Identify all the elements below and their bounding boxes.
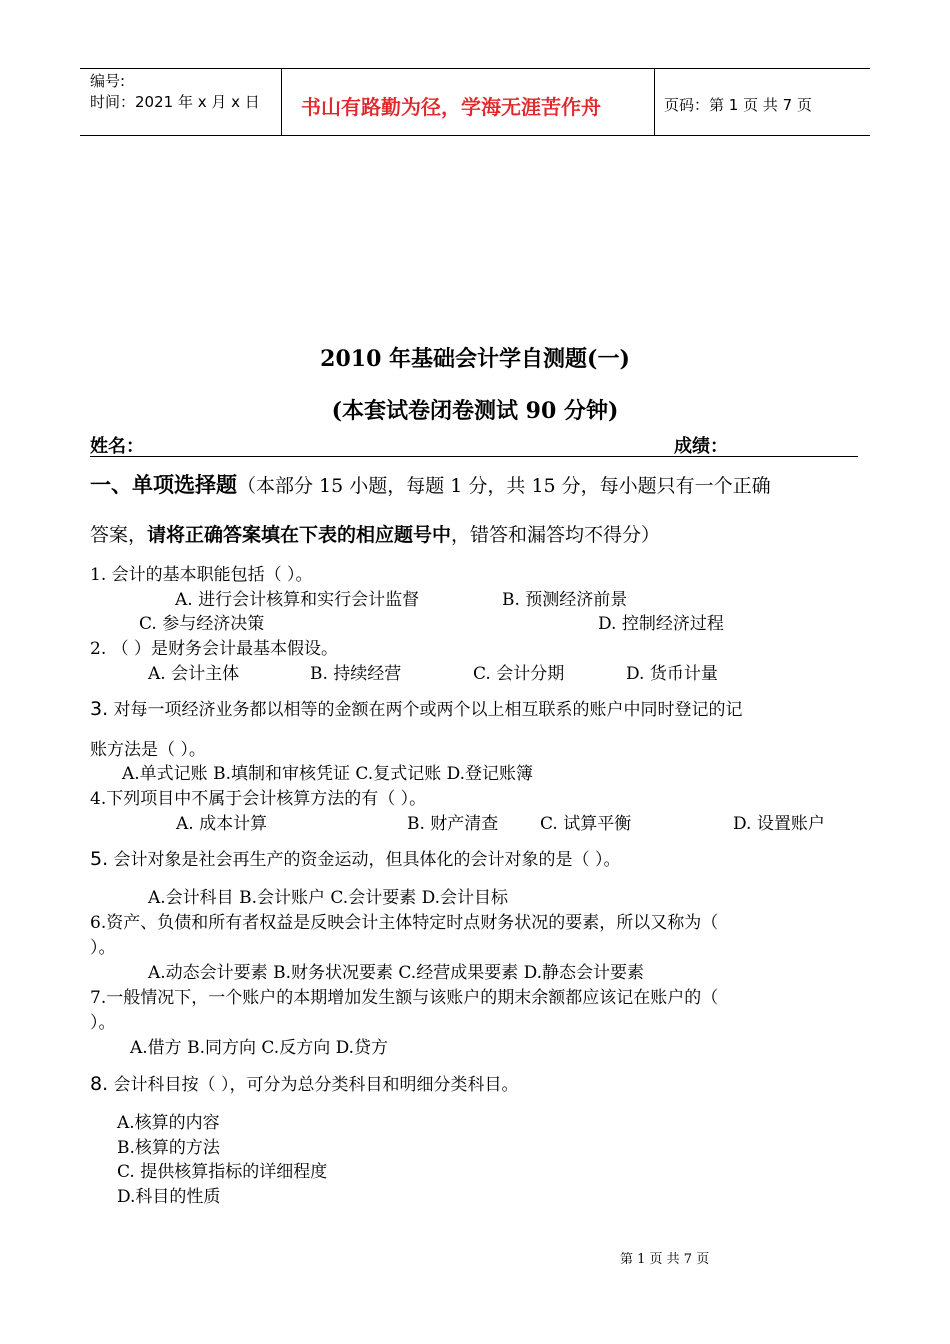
- section1-intro-line2: [90, 520, 660, 547]
- section1-heading: 一、单项选择题: [90, 472, 237, 497]
- q6-text-line2: ）。: [90, 938, 116, 958]
- q5-options: A.会计科目 B.会计账户 C.会计要素 D.会计目标: [148, 888, 509, 908]
- header-motto: 书山有路勤为径，学海无涯苦作舟: [301, 95, 601, 119]
- q3-number: 3.: [90, 698, 109, 720]
- q3-text-line1: [90, 695, 743, 720]
- q8-stem: 会计科目按（ ），可分为总分类科目和明细分类科目。: [108, 1075, 519, 1095]
- header-time-label: 时间：2021 年 x 月 x 日: [90, 93, 260, 111]
- q6-text-line1: 6.资产、负债和所有者权益是反映会计主体特定时点财务状况的要素，所以又称为（: [90, 913, 719, 933]
- header-divider-left: [281, 68, 282, 136]
- q1-option-c: C. 参与经济决策: [139, 614, 265, 634]
- q1-option-b: B. 预测经济前景: [502, 590, 628, 610]
- q4-option-b: B. 财产清查: [407, 814, 499, 834]
- header-top-border: [80, 68, 870, 69]
- q5-number: 5.: [90, 848, 109, 870]
- header-page-label: 页码：第 1 页 共 7 页: [664, 96, 812, 114]
- q8-option-a: A.核算的内容: [117, 1113, 220, 1133]
- q7-text-line2: ）。: [90, 1013, 116, 1033]
- q3-options: A.单式记账 B.填制和审核凭证 C.复式记账 D.登记账簿: [122, 764, 534, 784]
- q1-text: 1. 会计的基本职能包括（ ）。: [90, 565, 313, 585]
- q4-option-a: A. 成本计算: [176, 814, 268, 834]
- section1-intro-text: （本部分 15 小题，每题 1 分，共 15 分，每小题只有一个正确: [237, 475, 771, 497]
- section1-intro-part-b: ，错答和漏答均不得分）: [451, 524, 661, 546]
- section1-intro-line1: [90, 469, 771, 499]
- name-label: 姓名：: [90, 436, 144, 457]
- section1-intro-part-a: 答案，: [90, 524, 148, 546]
- q4-option-c: C. 试算平衡: [540, 814, 632, 834]
- q8-option-c: C. 提供核算指标的详细程度: [117, 1162, 328, 1182]
- header-bottom-border: [80, 135, 870, 136]
- q1-option-d: D. 控制经济过程: [598, 614, 724, 634]
- header-divider-right: [654, 68, 655, 136]
- name-underline: [90, 456, 858, 457]
- q3-text-line2: 账方法是（ ）。: [90, 740, 206, 760]
- q3-stem: 对每一项经济业务都以相等的金额在两个或两个以上相互联系的账户中同时登记的记: [108, 700, 743, 720]
- q2-option-b: B. 持续经营: [310, 664, 402, 684]
- section1-instruction: 请将正确答案填在下表的相应题号中: [147, 524, 452, 546]
- q8-option-b: B.核算的方法: [117, 1138, 220, 1158]
- q7-text-line1: 7.一般情况下，一个账户的本期增加发生额与该账户的期末余额都应该记在账户的（: [90, 988, 719, 1008]
- q2-option-a: A. 会计主体: [148, 664, 240, 684]
- q2-option-c: C. 会计分期: [473, 664, 565, 684]
- q8-option-d: D.科目的性质: [117, 1187, 221, 1207]
- page-footer: 第 1 页 共 7 页: [620, 1252, 710, 1267]
- page-title: 2010 年基础会计学自测题(一): [320, 346, 630, 372]
- q5-stem: 会计对象是社会再生产的资金运动，但具体化的会计对象的是（ ）。: [108, 850, 621, 870]
- q8-number: 8.: [90, 1073, 109, 1095]
- q4-text: 4.下列项目中不属于会计核算方法的有（ ）。: [90, 789, 427, 809]
- score-label: 成绩：: [674, 436, 728, 457]
- q1-option-a: A. 进行会计核算和实行会计监督: [175, 590, 420, 610]
- q2-option-d: D. 货币计量: [626, 664, 718, 684]
- q4-option-d: D. 设置账户: [733, 814, 825, 834]
- q5-text: [90, 845, 620, 870]
- q6-options: A.动态会计要素 B.财务状况要素 C.经营成果要素 D.静态会计要素: [148, 963, 645, 983]
- header-number-label: 编号:: [90, 72, 126, 90]
- page-subtitle: (本套试卷闭卷测试 90 分钟): [331, 398, 619, 424]
- q7-options: A.借方 B.同方向 C.反方向 D.贷方: [130, 1038, 389, 1058]
- q2-text: 2. （ ）是财务会计最基本假设。: [90, 639, 339, 659]
- q8-text: [90, 1070, 518, 1095]
